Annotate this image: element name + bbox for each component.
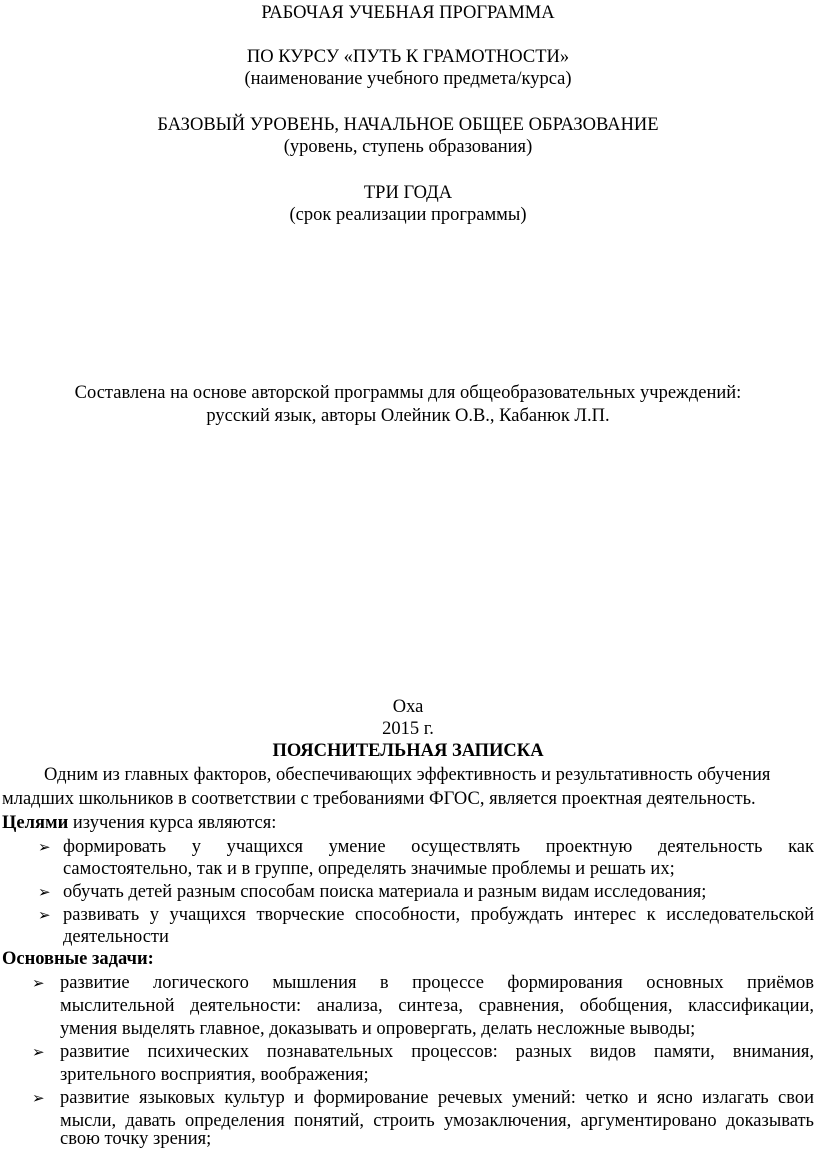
bullet-icon: ➢	[38, 883, 51, 901]
tasks-label: Основные задачи:	[2, 949, 154, 969]
goal-3-line-1: развивать у учащихся творческие способности, пробуждать интерес к исследовательской	[63, 905, 814, 925]
task-1-line-2: мыслительной деятельности: анализа, синтеза, сравнения, обобщения, классификации,	[60, 996, 814, 1016]
course-caption: (наименование учебного предмета/курса)	[244, 69, 572, 89]
year: 2015 г.	[382, 719, 434, 739]
note-heading: ПОЯСНИТЕЛЬНАЯ ЗАПИСКА	[272, 741, 544, 761]
basis-line-1: Составлена на основе авторской программы для общеобразовательных учреждений:	[74, 383, 742, 403]
goal-1-line-2: самостоятельно, так и в группе, определять значимые проблемы и решать их;	[63, 859, 675, 879]
task-3-line-1: развитие языковых культур и формирование речевых умений: четко и ясно излагать свои	[60, 1088, 814, 1108]
course-title: ПО КУРСУ «ПУТЬ К ГРАМОТНОСТИ»	[246, 47, 570, 67]
level-title: БАЗОВЫЙ УРОВЕНЬ, НАЧАЛЬНОЕ ОБЩЕЕ ОБРАЗОВАНИЕ	[157, 115, 659, 135]
goal-1-line-1: формировать у учащихся умение осуществлять проектную деятельность как	[63, 837, 814, 857]
bullet-icon: ➢	[32, 1089, 45, 1107]
city: Оха	[392, 697, 424, 717]
goal-3-line-2: деятельности	[63, 927, 169, 947]
task-2-line-1: развитие психических познавательных процессов: разных видов памяти, внимания,	[60, 1042, 814, 1062]
bullet-icon: ➢	[38, 906, 51, 924]
duration-title: ТРИ ГОДА	[363, 183, 453, 203]
goal-2-line-1: обучать детей разным способам поиска материала и разным видам исследования;	[63, 882, 707, 902]
task-3-line-2: мысли, давать определения понятий, строить умозаключения, аргументировано доказывать	[60, 1111, 814, 1131]
goals-rest: изучения курса являются:	[68, 813, 277, 833]
task-1-line-1: развитие логического мышления в процессе формирования основных приёмов	[60, 973, 814, 993]
duration-caption: (срок реализации программы)	[289, 205, 527, 225]
task-2-line-2: зрительного восприятия, воображения;	[60, 1065, 369, 1085]
goals-label: Целями	[2, 813, 69, 833]
intro-line-1: Одним из главных факторов, обеспечивающих эффективность и результативность обучения	[44, 765, 771, 785]
bullet-icon: ➢	[38, 838, 51, 856]
level-caption: (уровень, ступень образования)	[283, 137, 533, 157]
bullet-icon: ➢	[32, 974, 45, 992]
program-title: РАБОЧАЯ УЧЕБНАЯ ПРОГРАММА	[261, 3, 555, 23]
goals-intro	[2, 812, 276, 834]
intro-line-2: младших школьников в соответствии с требованиями ФГОС, является проектная деятельность.	[2, 789, 756, 809]
bullet-icon: ➢	[32, 1043, 45, 1061]
basis-line-2: русский язык, авторы Олейник О.В., Кабанюк Л.П.	[206, 406, 610, 426]
task-1-line-3: умения выделять главное, доказывать и опровергать, делать несложные выводы;	[60, 1019, 696, 1039]
task-3-line-3: свою точку зрения;	[60, 1129, 212, 1149]
